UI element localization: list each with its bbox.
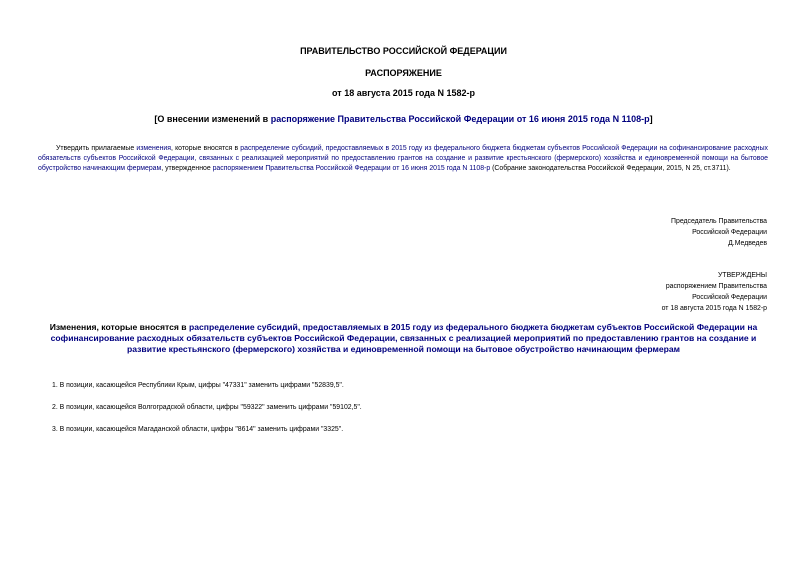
approval-title: УТВЕРЖДЕНЫ — [718, 272, 767, 279]
list-item: 1. В позиции, касающейся Республики Крым, цифры "47331" заменить цифрами "52839,5". — [52, 382, 344, 389]
document-subject — [0, 114, 807, 124]
p1-text-a: Утвердить прилагаемые — [56, 145, 137, 152]
changes-link[interactable]: изменения — [136, 145, 171, 152]
changes-title-link[interactable]: распределение субсидий, предоставляемых в 2015 году из федерального бюджета бюджетам субъектов Российской Федерации на софинансирование расходных обязательств субъектов Российской Федерации, связанных с реализацией мероприятий по предоставлению грантов на создание и развитие крестьянского (фермерского) хозяйства и единовременной помощи на бытовое обустройство начинающим фермерам — [50, 322, 758, 354]
signature-block — [671, 216, 767, 249]
changes-title — [40, 322, 767, 355]
document-type-heading: РАСПОРЯЖЕНИЕ — [365, 68, 442, 78]
document-date-number: от 18 августа 2015 года N 1582-р — [332, 88, 475, 98]
subject-suffix: ] — [649, 114, 653, 124]
subject-link[interactable]: распоряжение Правительства Российской Федерации от 16 июня 2015 года N 1108-р — [270, 114, 650, 124]
changes-title-prefix: Изменения, которые вносятся в — [49, 322, 189, 332]
approval-block — [662, 270, 767, 314]
main-paragraph — [38, 144, 768, 174]
approval-line-3: Российской Федерации — [692, 294, 767, 301]
distribution-link[interactable]: распределение субсидий, предоставляемых в 2015 году из федерального бюджета бюджетам субъектов Российской Федерации на софинансирование расходных обязательств субъектов Российской Федерации, связанных с реализацией мероприятий по предоставлению грантов на создание и развитие крестьянского (фермерского) хозяйства и единовременной помощи на бытовое обустройство начинающим фермерам — [38, 145, 768, 172]
government-heading: ПРАВИТЕЛЬСТВО РОССИЙСКОЙ ФЕДЕРАЦИИ — [300, 46, 507, 56]
list-item: 3. В позиции, касающейся Магаданской области, цифры "8614" заменить цифрами "3325". — [52, 426, 344, 433]
approval-line-4: от 18 августа 2015 года N 1582-р — [661, 305, 767, 312]
signature-position: Председатель Правительства — [671, 218, 767, 225]
p1-text-d: (Собрание законодательства Российской Федерации, 2015, N 25, ст.3711). — [490, 165, 731, 172]
order-link[interactable]: распоряжением Правительства Российской Федерации от 16 июня 2015 года N 1108-р — [212, 165, 491, 172]
subject-prefix: [О внесении изменений в — [154, 114, 271, 124]
p1-text-b: , которые вносятся в — [171, 145, 241, 152]
approval-line-2: распоряжением Правительства — [665, 283, 767, 290]
list-item: 2. В позиции, касающейся Волгоградской области, цифры "59322" заменить цифрами "59102,5". — [52, 404, 362, 411]
p1-text-c: , утвержденное — [161, 165, 213, 172]
signature-country: Российской Федерации — [692, 229, 767, 236]
signature-name: Д.Медведев — [728, 240, 767, 247]
